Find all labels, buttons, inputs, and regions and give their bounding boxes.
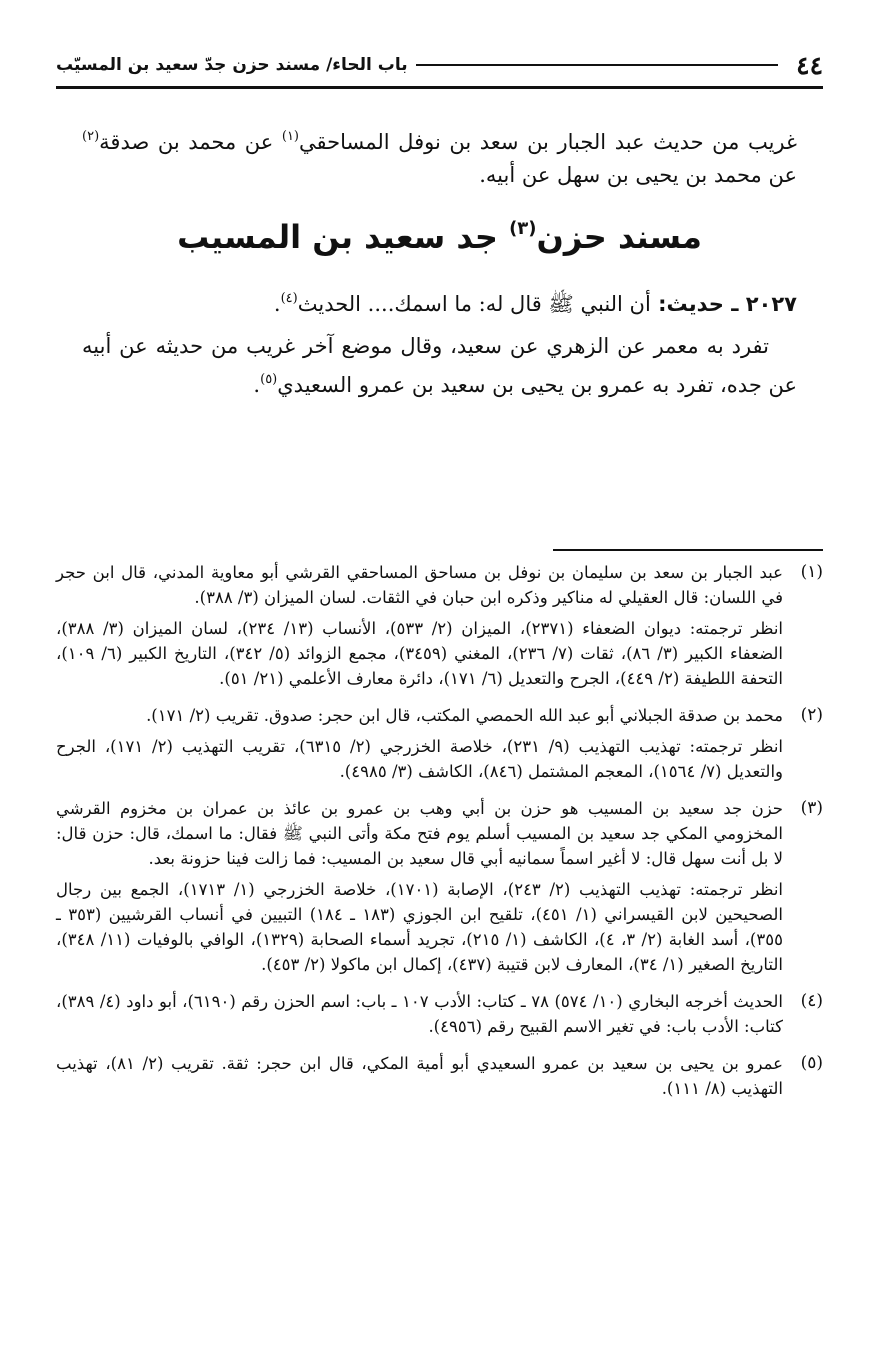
footnote-paragraph: انظر ترجمته: ديوان الضعفاء (٢٣٧١)، الميزان (٢/ ٥٣٣)، الأنساب (١٣/ ٢٣٤)، لسان الميزان (٣/ ٣٨٨)، الضعفاء الكبير (٣/ ٨٦)، ثقات (٧/ ٢٣٦)، المغني (٣٤٥٩)، مجمع الزوائد (٥/ ٣٤٢)، التاريخ الكبير (٦/ ١٠٩)، التحفة اللطيفة (٢/ ٤٤٩)، الجرح والتعديل (٦/ ١٧١)، دائرة معارف الأعلمي (٢١/ ٥١). <box>56 619 784 688</box>
footnote-marker: (٤) <box>800 991 823 1011</box>
intro-text: غريب من حديث عبد الجبار بن سعد بن نوفل المساحقي <box>299 130 798 154</box>
footnote-ref-2[interactable]: (٢) <box>82 129 100 144</box>
footnote-paragraph: عمرو بن يحيى بن سعيد بن عمرو السعيدي أبو أمية المكي، قال ابن حجر: ثقة. تقريب (٢/ ٨١)، تهذيب التهذيب (٨/ ١١١). <box>56 1054 783 1098</box>
hadith-entry <box>82 282 797 321</box>
footnote-4 <box>56 989 823 1045</box>
footnote-paragraph: محمد بن صدقة الجبلاني أبو عبد الله الحمصي المكتب، قال ابن حجر: صدوق. تقريب (٢/ ١٧١). <box>146 706 783 725</box>
footnote-paragraph: انظر ترجمته: تهذيب التهذيب (٩/ ٢٣١)، خلاصة الخزرجي (٢/ ٦٣١٥)، تقريب التهذيب (٢/ ١٧١)، الجرح والتعديل (٧/ ١٥٦٤)، المعجم المشتمل (٨٤٦)، الكاشف (٣/ ٤٩٨٥). <box>56 737 783 781</box>
footnote-marker: (١) <box>800 562 823 582</box>
header-rule <box>56 86 823 89</box>
commentary-paragraph <box>82 330 797 402</box>
footnote-paragraph: الحديث أخرجه البخاري (١٠/ ٥٧٤) ٧٨ ـ كتاب: الأدب ١٠٧ ـ باب: اسم الحزن رقم (٦١٩٠)، أبو داود (٤/ ٣٨٩)، كتاب: الأدب باب: في تغير الاسم القبيح رقم (٤٩٥٦). <box>56 992 784 1036</box>
footnote-separator <box>553 549 823 551</box>
page-number: ٤٤ <box>796 50 823 80</box>
footnote-paragraph: عبد الجبار بن سعد بن سليمان بن نوفل بن مساحق المساحقي القرشي أبو معاوية المدني، قال ابن حجر في اللسان: قال العقيلي له مناكير وذكره ابن حبان في الثقات. لسان الميزان (٣/ ٣٨٨). <box>56 563 783 607</box>
header-dash <box>416 64 779 66</box>
footnotes <box>56 560 823 1113</box>
footnote-5 <box>56 1051 823 1107</box>
footnote-marker: (٢) <box>800 705 823 725</box>
intro-text: عن محمد بن يحيى بن سهل عن أبيه. <box>479 163 797 187</box>
section-title <box>82 218 797 256</box>
page-header <box>56 46 823 84</box>
hadith-number: ٢٠٢٧ <box>745 292 797 316</box>
commentary-text: تفرد به معمر عن الزهري عن سعيد، وقال موضع آخر غريب من حديثه عن أبيه عن جده، تفرد به عمرو بن يحيى بن سعيد بن عمرو السعيدي <box>82 334 797 397</box>
footnote-ref-1[interactable]: (١) <box>281 129 299 144</box>
footnote-marker: (٥) <box>800 1053 823 1073</box>
footnote-marker: (٣) <box>800 798 823 818</box>
hadith-label: ـ حديث: <box>650 292 746 316</box>
intro-text: عن محمد بن صدقة <box>99 130 282 154</box>
footnote-2 <box>56 703 823 790</box>
footnote-ref-3[interactable]: (٣) <box>509 218 537 239</box>
section-title-text: جد سعيد بن المسيب <box>177 218 510 256</box>
footnote-paragraph: انظر ترجمته: تهذيب التهذيب (٢/ ٢٤٣)، الإصابة (١٧٠١)، خلاصة الخزرجي (١/ ١٧١٣)، الجمع بين رجال الصحيحين لابن القيسراني (١/ ٤٥١)، تلقيح ابن الجوزي (١٨٣ ـ ١٨٤) التبيين في أنساب القرشيين (٣٥٣ ـ ٣٥٥)، أسد الغابة (٢/ ٣، ٤)، الكاشف (١/ ٢١٥)، تجريد أسماء الصحابة (١٣٢٩)، الوافي بالوفيات (١١/ ٣٤٨)، التاريخ الصغير (١/ ٣٤)، المعارف لابن قتيبة (٤٣٧)، إكمال ابن ماكولا (٢/ ٤٥٣). <box>56 880 784 974</box>
footnote-1 <box>56 560 823 697</box>
footnote-ref-5[interactable]: (٥) <box>260 372 278 387</box>
footnote-paragraph: حزن جد سعيد بن المسيب هو حزن بن أبي وهب بن عمرو بن عائذ بن عمران بن مخزوم القرشي المخزومي المكي جد سعيد بن المسيب أسلم يوم فتح مكة وأتى النبي ﷺ فقال: ما اسمك، قال: حزن قال: لا بل أنت سهل قال: لا أغير اسماً سمانيه أبي قال سعيد بن المسيب: فما زالت فينا حزونة بعد. <box>56 799 783 868</box>
footnote-ref-4[interactable]: (٤) <box>280 291 298 306</box>
intro-paragraph <box>82 120 797 192</box>
section-title-text: مسند حزن <box>536 218 702 256</box>
hadith-end: . <box>273 292 281 316</box>
running-head: باب الحاء/ مسند حزن جدّ سعيد بن المسيّب <box>56 55 408 75</box>
footnote-3 <box>56 796 823 983</box>
hadith-text: أن النبي ﷺ قال له: ما اسمك.... الحديث <box>297 292 651 316</box>
commentary-end: . <box>253 373 261 397</box>
